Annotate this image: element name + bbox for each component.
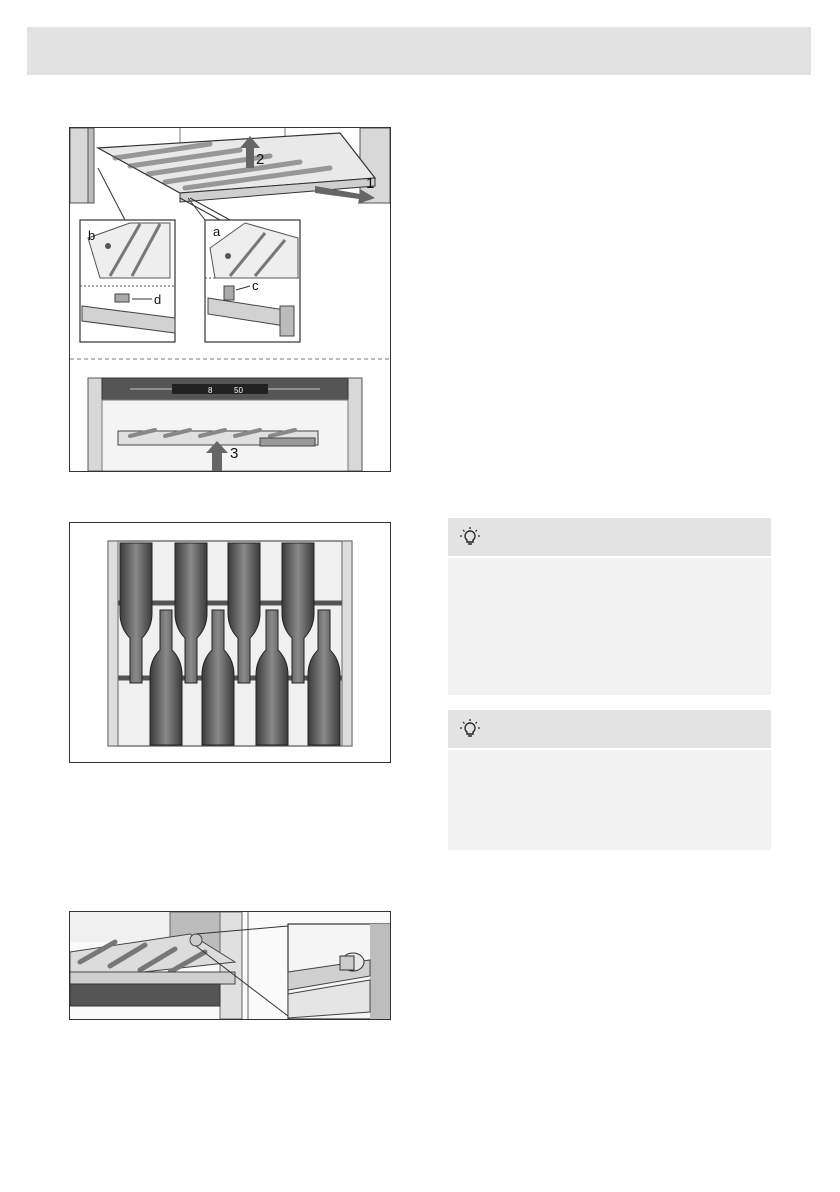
label-c: c — [252, 278, 259, 293]
tip-header — [448, 710, 771, 750]
tip-box — [448, 710, 771, 850]
step-2-label: 2 — [256, 151, 265, 168]
display-value-1: 8 — [208, 386, 213, 395]
label-a: a — [213, 224, 221, 239]
tip-header — [448, 518, 771, 558]
step-3-label: 3 — [230, 445, 239, 462]
lightbulb-icon — [460, 527, 480, 547]
display-value-2: 50 — [234, 386, 243, 395]
tip-body — [448, 750, 771, 770]
shelf-removal-figure — [69, 127, 391, 472]
header-bar — [27, 27, 811, 75]
shelf-stopper-figure — [69, 911, 391, 1020]
step-1-label: 1 — [366, 175, 375, 192]
tip-box — [448, 518, 771, 695]
lightbulb-icon — [460, 719, 480, 739]
tip-body — [448, 558, 771, 578]
label-d: d — [154, 292, 162, 307]
label-b: b — [88, 228, 96, 243]
bottle-arrangement-figure — [69, 522, 391, 763]
